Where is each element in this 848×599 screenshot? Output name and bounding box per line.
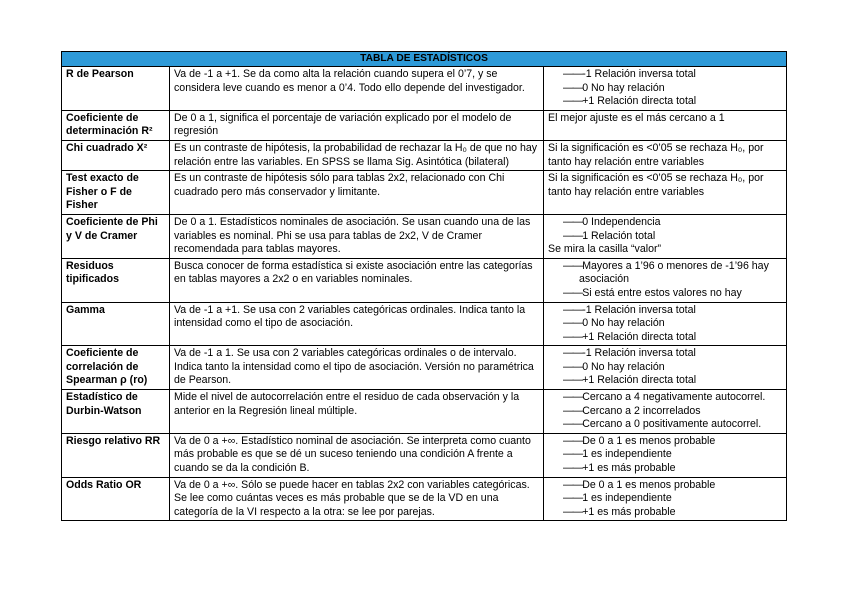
interpretation-text: Si la significación es <0’05 se rechaza H₀, por tanto hay relación entre variables	[548, 172, 764, 198]
interpretation-item: —— 0 No hay relación	[548, 361, 783, 375]
statistic-interpretation	[544, 302, 787, 346]
statistic-interpretation	[544, 110, 787, 140]
table-row	[62, 302, 787, 346]
interpretation-item: —— +1 Relación directa total	[548, 331, 783, 345]
statistic-description: Busca conocer de forma estadística si existe asociación entre las categorías en tablas mayores a 2x2 o en variables nominales.	[170, 258, 544, 302]
table-row	[62, 171, 787, 215]
table-body	[62, 67, 787, 521]
statistic-name: Test exacto de Fisher o F de Fisher	[62, 171, 170, 215]
interpretation-item: —— Cercano a 0 positivamente autocorrel.	[548, 418, 783, 432]
statistic-interpretation	[544, 433, 787, 477]
interpretation-item: —— +1 Relación directa total	[548, 95, 783, 109]
interpretation-item: —— De 0 a 1 es menos probable	[548, 479, 783, 493]
interpretation-item: —— -1 Relación inversa total	[548, 304, 783, 318]
interpretation-item: —— -1 Relación inversa total	[548, 68, 783, 82]
interpretation-item: —— 0 No hay relación	[548, 82, 783, 96]
statistic-description: De 0 a 1, significa el porcentaje de variación explicado por el modelo de regresión	[170, 110, 544, 140]
statistic-description: Es un contraste de hipótesis sólo para tablas 2x2, relacionado con Chi cuadrado pero más conservador y limitante.	[170, 171, 544, 215]
interpretation-item: —— +1 Relación directa total	[548, 374, 783, 388]
table-row	[62, 67, 787, 111]
interpretation-text: Si la significación es <0’05 se rechaza H₀, por tanto hay relación entre variables	[548, 141, 764, 168]
statistic-description: Va de -1 a +1. Se usa con 2 variables categóricas ordinales. Indica tanto la intensidad como el tipo de asociación.	[170, 302, 544, 346]
statistic-interpretation	[544, 140, 787, 170]
table-row	[62, 346, 787, 390]
statistic-name: Riesgo relativo RR	[62, 433, 170, 477]
interpretation-item: —— -1 Relación inversa total	[548, 347, 783, 361]
statistic-description: Va de -1 a 1. Se usa con 2 variables categóricas ordinales o de intervalo. Indica tanto la intensidad como el tipo de asociación. Versión no paramétrica de Pearson.	[170, 346, 544, 390]
statistic-name: Chi cuadrado X²	[62, 140, 170, 170]
statistic-interpretation	[544, 390, 787, 434]
statistic-description: Es un contraste de hipótesis, la probabilidad de rechazar la H₀ de que no hay relación entre las variables. En SPSS se llama Sig. Asintótica (bilateral)	[170, 140, 544, 170]
interpretation-item: —— 0 No hay relación	[548, 317, 783, 331]
interpretation-item: —— +1 es más probable	[548, 506, 783, 520]
table-title: TABLA DE ESTADÍSTICOS	[62, 52, 787, 67]
statistic-name: Odds Ratio OR	[62, 477, 170, 521]
statistic-description: Va de -1 a +1. Se da como alta la relación cuando supera el 0’7, y se considera leve cuando es menor a 0’4. Todo ello depende del investigador.	[170, 67, 544, 111]
statistic-name: Estadístico de Durbin-Watson	[62, 390, 170, 434]
statistics-table	[61, 51, 787, 521]
table-row	[62, 110, 787, 140]
statistic-interpretation	[544, 477, 787, 521]
interpretation-item: —— Cercano a 2 incorrelados	[548, 405, 783, 419]
interpretation-item: —— Si está entre estos valores no hay	[548, 287, 783, 301]
statistic-name: Coeficiente de correlación de Spearman ρ (ro)	[62, 346, 170, 390]
statistic-interpretation	[544, 171, 787, 215]
interpretation-item: —— +1 es más probable	[548, 462, 783, 476]
statistic-interpretation	[544, 258, 787, 302]
interpretation-item: —— Cercano a 4 negativamente autocorrel.	[548, 391, 783, 405]
interpretation-item: —— 1 es independiente	[548, 492, 783, 506]
interpretation-item: —— De 0 a 1 es menos probable	[548, 435, 783, 449]
table-row	[62, 477, 787, 521]
statistic-description: Va de 0 a +∞. Sólo se puede hacer en tablas 2x2 con variables categóricas. Se lee como cuántas veces es más probable que se de la VD en una categoría de la VI respecto a la otra: se lee por parejas.	[170, 477, 544, 521]
statistic-interpretation	[544, 214, 787, 258]
interpretation-item: —— 1 Relación total	[548, 230, 783, 244]
statistic-name: Residuos tipificados	[62, 258, 170, 302]
statistic-description: Va de 0 a +∞. Estadístico nominal de asociación. Se interpreta como cuanto más probable es que se dé un suceso teniendo una condición A frente a cuando se da la condición B.	[170, 433, 544, 477]
statistic-interpretation	[544, 346, 787, 390]
interpretation-note: Se mira la casilla “valor”	[548, 243, 662, 256]
table-row	[62, 390, 787, 434]
table-row	[62, 433, 787, 477]
statistic-interpretation	[544, 67, 787, 111]
interpretation-item: —— 1 es independiente	[548, 448, 783, 462]
interpretation-text: El mejor ajuste es el más cercano a 1	[548, 111, 725, 124]
statistic-name: Coeficiente de determinación R²	[62, 110, 170, 140]
table-row	[62, 140, 787, 170]
statistic-description: Mide el nivel de autocorrelación entre el residuo de cada observación y la anterior en la Regresión lineal múltiple.	[170, 390, 544, 434]
table-row	[62, 258, 787, 302]
interpretation-item: —— Mayores a 1’96 o menores de -1’96 hay asociación	[548, 260, 783, 287]
statistic-name: Coeficiente de Phi y V de Cramer	[62, 214, 170, 258]
statistic-name: Gamma	[62, 302, 170, 346]
statistic-description: De 0 a 1. Estadísticos nominales de asociación. Se usan cuando una de las variables es nominal. Phi se usa para tablas de 2x2, V de Cramer recomendada para tablas mayores.	[170, 214, 544, 258]
statistic-name: R de Pearson	[62, 67, 170, 111]
interpretation-item: —— 0 Independencia	[548, 216, 783, 230]
table-row	[62, 214, 787, 258]
